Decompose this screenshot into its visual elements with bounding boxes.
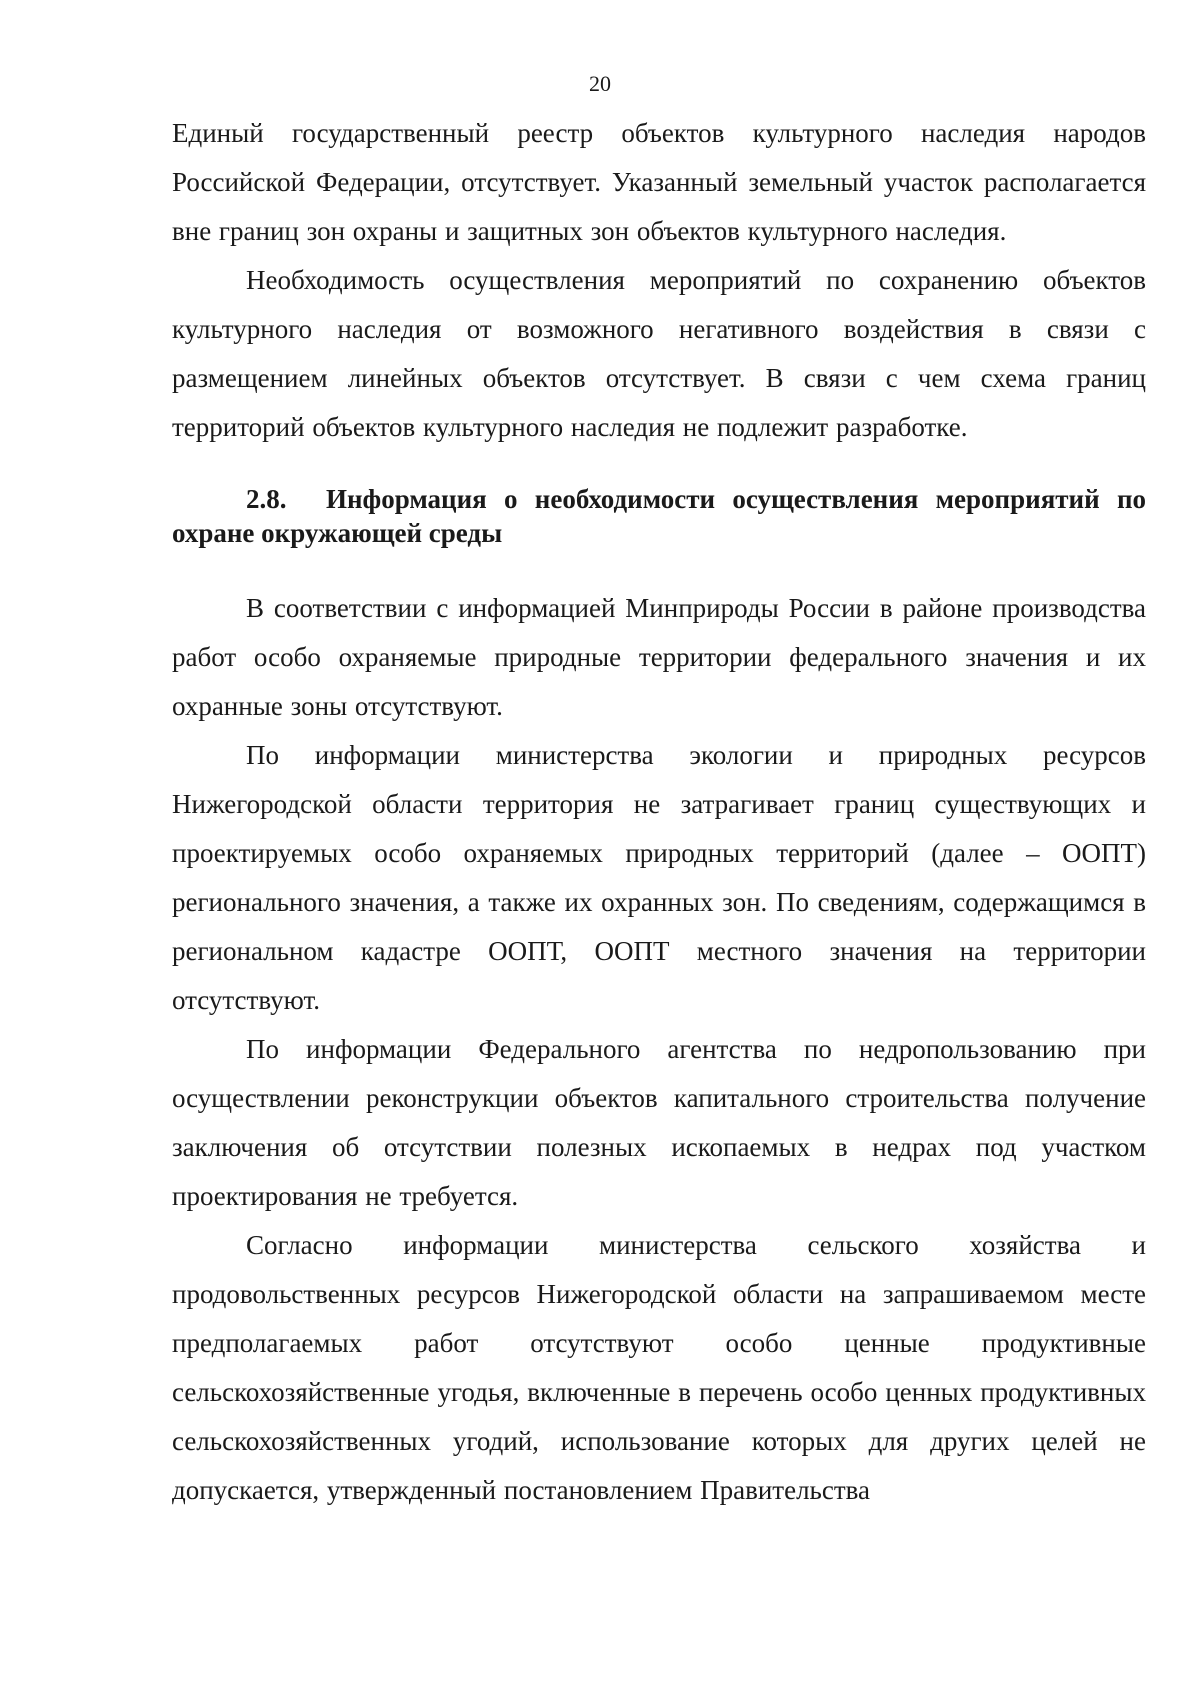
paragraph: По информации Федерального агентства по недропользованию при осуществлении реконструкции объектов капитального строительства получение заключения об отсутствии полезных ископаемых в недрах под участком проектирования не требуется.: [172, 1034, 1146, 1211]
paragraph: По информации министерства экологии и природных ресурсов Нижегородской области территория не затрагивает границ существующих и проектируемых особо охраняемых природных территорий (далее – ООПТ) регионального значения, а также их охранных зон. По сведениям, содержащимся в региональном кадастре ООПТ, ООПТ местного значения на территории отсутствуют.: [172, 740, 1146, 1015]
document-body: [172, 109, 1146, 1515]
section-number: 2.8.: [246, 484, 287, 514]
paragraph: Единый государственный реестр объектов культурного наследия народов Российской Федерации, отсутствует. Указанный земельный участок располагается вне границ зон охраны и защитных зон объектов культурного наследия.: [172, 118, 1146, 246]
section-title: Информация о необходимости осуществления мероприятий по охране окружающей среды: [172, 484, 1146, 548]
paragraph: В соответствии с информацией Минприроды России в районе производства работ особо охраняемые природные территории федерального значения и их охранные зоны отсутствуют.: [172, 593, 1146, 721]
paragraph: Необходимость осуществления мероприятий по сохранению объектов культурного наследия от возможного негативного воздействия в связи с размещением линейных объектов отсутствует. В связи с чем схема границ территорий объектов культурного наследия не подлежит разработке.: [172, 265, 1146, 442]
paragraph: Согласно информации министерства сельского хозяйства и продовольственных ресурсов Нижегородской области на запрашиваемом месте предполагаемых работ отсутствуют особо ценные продуктивные сельскохозяйственные угодья, включенные в перечень особо ценных продуктивных сельскохозяйственных угодий, использование которых для других целей не допускается, утвержденный постановлением Правительства: [172, 1230, 1146, 1505]
section-heading: [172, 482, 1146, 550]
page-number: 20: [589, 71, 611, 96]
